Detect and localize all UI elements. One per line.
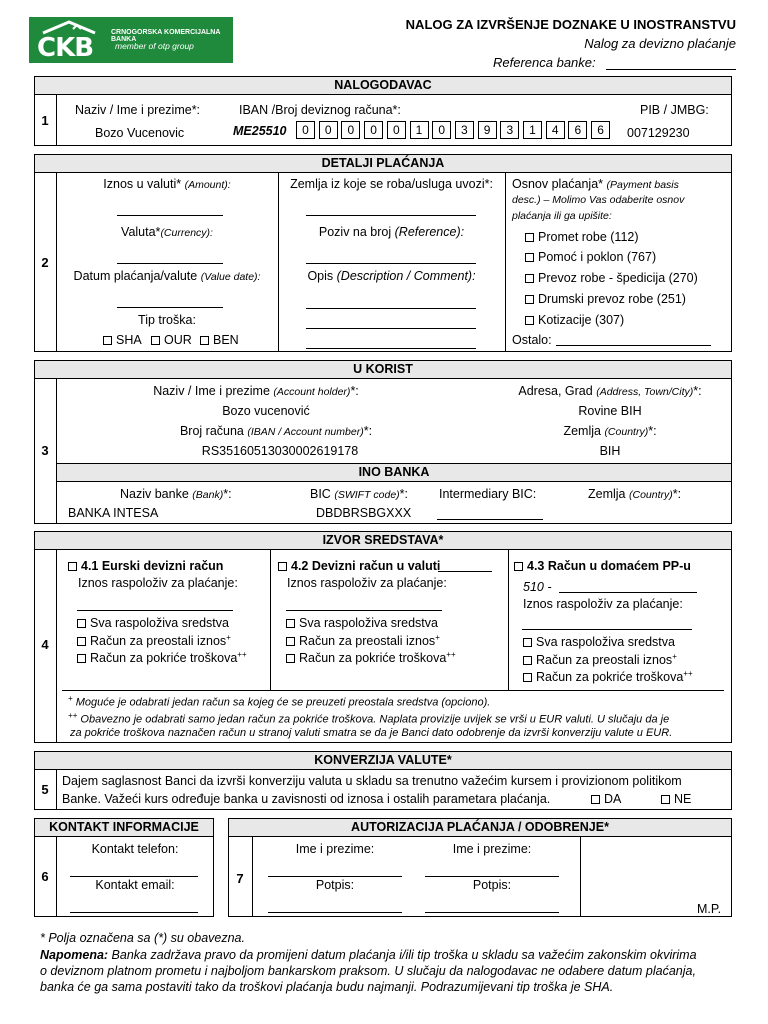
checkbox-icon (286, 637, 295, 646)
iban-digit: 0 (296, 121, 315, 139)
option-fee-account[interactable]: Račun za pokriće troškova++ (77, 650, 247, 665)
payment-basis-label: Osnov plaćanja* (Payment basis (512, 177, 679, 191)
payer-name-value[interactable]: Bozo Vucenovic (95, 126, 185, 140)
authorizer-1-name-label: Ime i prezime: (295, 842, 375, 856)
checkbox-icon (525, 316, 534, 325)
section-4-header: IZVOR SREDSTAVA* (34, 531, 732, 550)
option-remaining-account[interactable]: Račun za preostali iznos+ (523, 652, 677, 667)
bank-reference-field[interactable] (606, 55, 736, 70)
section-4-number: 4 (41, 637, 49, 652)
section-5-header: KONVERZIJA VALUTE* (34, 751, 732, 770)
import-country-field[interactable] (306, 203, 476, 216)
bank-name-label: Naziv banke (Bank)*: (120, 487, 232, 501)
payer-iban-label: IBAN /Broj deviznog računa*: (239, 103, 401, 117)
iban-digit: 9 (478, 121, 497, 139)
section-7-header: AUTORIZACIJA PLAĆANJA / ODOBRENJE* (228, 818, 732, 837)
beneficiary-address-label: Adresa, Grad (Address, Town/City)*: (518, 384, 702, 398)
iban-digit: 6 (568, 121, 587, 139)
contact-email-field[interactable] (70, 900, 198, 913)
description-field-2[interactable] (306, 316, 476, 329)
domestic-account-field[interactable] (559, 580, 697, 593)
option-all-funds[interactable]: Sva raspoloživa sredstva (77, 616, 229, 630)
basis-option[interactable]: Pomoć i poklon (767) (525, 250, 656, 264)
checkbox-icon (514, 562, 523, 571)
section-1-header: NALOGODAVAC (34, 76, 732, 95)
beneficiary-country-value[interactable]: BIH (599, 444, 621, 458)
beneficiary-name-label: Naziv / Ime i prezime (Account holder)*: (153, 384, 359, 398)
iban-digit: 1 (523, 121, 542, 139)
iban-digit: 4 (546, 121, 565, 139)
checkbox-icon (151, 336, 160, 345)
section-7-number: 7 (236, 871, 244, 886)
fee-type-label: Tip troška: (138, 313, 196, 327)
checkbox-icon (77, 619, 86, 628)
authorizer-2-sign-field[interactable] (425, 900, 559, 913)
option-all-funds[interactable]: Sva raspoloživa sredstva (523, 635, 675, 649)
basis-option[interactable]: Kotizacije (307) (525, 313, 624, 327)
intermediary-bic-field[interactable] (437, 507, 543, 520)
iban-digit: 3 (455, 121, 474, 139)
bank-reference-label: Referenca banke: (493, 55, 596, 70)
bank-country-label: Zemlja (Country)*: (588, 487, 682, 501)
checkbox-icon (77, 637, 86, 646)
currency-field[interactable] (117, 251, 223, 264)
option-fee-account[interactable]: Račun za pokriće troškova++ (286, 650, 456, 665)
contact-phone-field[interactable] (70, 864, 198, 877)
checkbox-icon (68, 562, 77, 571)
authorizer-1-sign-field[interactable] (268, 900, 402, 913)
checkbox-icon (286, 654, 295, 663)
iban-digit: 0 (432, 121, 451, 139)
source-note-2: ++ Obavezno je odabrati samo jedan račun za pokriće troškova. Naplata provizije uvijek se vrši u EUR valuti. U slučaju da je (68, 711, 670, 726)
bank-name-value[interactable]: BANKA INTESA (68, 506, 159, 520)
available-amount-label: Iznos raspoloživ za plaćanje: (287, 576, 447, 590)
option-fee-account[interactable]: Račun za pokriće troškova++ (523, 669, 693, 684)
beneficiary-address-value[interactable]: Rovine BIH (578, 404, 642, 418)
reference-label: Poziv na broj (Reference): (318, 225, 465, 239)
authorizer-1-sign-label: Potpis: (315, 878, 355, 892)
conversion-no[interactable]: NE (661, 792, 691, 806)
checkbox-icon (591, 795, 600, 804)
iban-digit: 6 (591, 121, 610, 139)
section-2-header: DETALJI PLAĆANJA (34, 154, 732, 173)
value-date-label: Datum plaćanja/valute (Value date): (73, 269, 261, 283)
checkbox-icon (523, 638, 532, 647)
iban-digit: 0 (364, 121, 383, 139)
contact-phone-label: Kontakt telefon: (91, 842, 179, 856)
available-amount-label: Iznos raspoloživ za plaćanje: (523, 597, 683, 611)
fee-option-sha[interactable]: SHA (103, 333, 142, 347)
beneficiary-name-value[interactable]: Bozo vucenović (222, 404, 310, 418)
payer-name-label: Naziv / Ime i prezime*: (75, 103, 201, 117)
source-foreign-account[interactable]: 4.2 Devizni račun u valuti (278, 559, 440, 573)
currency-label: Valuta*(Currency): (121, 225, 213, 239)
checkbox-icon (103, 336, 112, 345)
option-all-funds[interactable]: Sva raspoloživa sredstva (286, 616, 438, 630)
checkbox-icon (523, 656, 532, 665)
intermediary-bic-label: Intermediary BIC: (439, 487, 537, 501)
section-6-number: 6 (41, 869, 49, 884)
bank-logo (29, 17, 233, 63)
authorizer-1-name-field[interactable] (268, 864, 402, 877)
checkbox-icon (525, 274, 534, 283)
source-domestic-account[interactable]: 4.3 Račun u domaćem PP-u (514, 559, 691, 573)
source-note-3: za pokriće troškova naznačen račun u stranoj valuti smatra se da je Banci dato odobrenje da izvrši konverziju valute u EUR. (70, 727, 673, 739)
footer-note-2: o deviznom platnom prometu i najboljom bankarskom praksom. U slučaju da nalogodavac ne odabere datum plaćanja, (40, 964, 696, 978)
required-note: * Polja označena sa (*) su obavezna. (40, 931, 245, 945)
conversion-yes[interactable]: DA (591, 792, 621, 806)
footer-note-3: banka će ga sama postaviti tako da troškovi plaćanja budu najmanji. Podrazumijevani tip troška je SHA. (40, 980, 614, 994)
basis-option[interactable]: Prevoz robe - špedicija (270) (525, 271, 698, 285)
description-field-3[interactable] (306, 336, 476, 349)
payer-pib-value[interactable]: 007129230 (627, 126, 690, 140)
payment-basis-note-2: plaćanja ili ga upišite: (512, 210, 612, 222)
fee-option-our[interactable]: OUR (151, 333, 192, 347)
foreign-bank-header: INO BANKA (56, 463, 732, 482)
iban-digit: 0 (319, 121, 338, 139)
available-amount-field[interactable] (522, 617, 692, 630)
authorizer-2-sign-label: Potpis: (472, 878, 512, 892)
section-2-number: 2 (41, 255, 49, 270)
contact-email-label: Kontakt email: (95, 878, 175, 892)
footer-note-1: Napomena: Banka zadržava pravo da promijeni datum plaćanja i/ili tip troška u skladu sa važećim zakonskim okvirima (40, 948, 697, 962)
basis-other-label: Ostalo: (512, 333, 552, 347)
description-label: Opis (Description / Comment): (307, 269, 476, 283)
bic-label: BIC (SWIFT code)*: (310, 487, 409, 501)
beneficiary-country-label: Zemlja (Country)*: (563, 424, 657, 438)
checkbox-icon (661, 795, 670, 804)
available-amount-label: Iznos raspoloživ za plaćanje: (78, 576, 238, 590)
stamp-label: M.P. (697, 902, 722, 916)
logo-member: member of otp group (115, 41, 194, 51)
amount-label: Iznos u valuti* (Amount): (103, 177, 231, 191)
checkbox-icon (77, 654, 86, 663)
checkbox-icon (525, 253, 534, 262)
checkbox-icon (525, 233, 534, 242)
available-amount-field[interactable] (286, 598, 442, 611)
source-euro-account[interactable]: 4.1 Eurski devizni račun (68, 559, 223, 573)
conversion-text-2: Banke. Važeći kurs određuje banka u zavisnosti od iznosa i ostalih parametara plaćanja. (62, 792, 551, 806)
section-6-header: KONTAKT INFORMACIJE (34, 818, 214, 837)
checkbox-icon (525, 295, 534, 304)
import-country-label: Zemlja iz koje se roba/usluga uvozi*: (290, 177, 493, 191)
iban-digit: 0 (387, 121, 406, 139)
payer-pib-label: PIB / JMBG: (640, 103, 709, 117)
fee-option-ben[interactable]: BEN (200, 333, 239, 347)
logo-bank-name: CRNOGORSKA KOMERCIJALNA BANKA (111, 29, 221, 43)
basis-other-field[interactable] (556, 333, 711, 346)
payer-iban-digits[interactable] (296, 121, 616, 139)
option-remaining-account[interactable]: Račun za preostali iznos+ (77, 633, 231, 648)
foreign-currency-field[interactable] (438, 559, 492, 572)
value-date-field[interactable] (117, 295, 223, 308)
checkbox-icon (286, 619, 295, 628)
authorizer-2-name-label: Ime i prezime: (452, 842, 532, 856)
iban-digit: 1 (410, 121, 429, 139)
section-3-number: 3 (41, 443, 49, 458)
domestic-account-prefix: 510 - (523, 580, 552, 594)
basis-option[interactable]: Promet robe (112) (525, 230, 639, 244)
section-5-number: 5 (41, 782, 49, 797)
iban-digit: 3 (500, 121, 519, 139)
form-title: NALOG ZA IZVRŠENJE DOZNAKE U INOSTRANSTVU (405, 17, 736, 32)
basis-option[interactable]: Drumski prevoz robe (251) (525, 292, 686, 306)
available-amount-field[interactable] (77, 598, 233, 611)
bic-value[interactable]: DBDBRSBGXXX (316, 506, 412, 520)
payment-basis-note-1: desc.) – Molimo Vas odaberite osnov (512, 194, 685, 206)
reference-field[interactable] (306, 251, 476, 264)
section-1-number: 1 (41, 113, 49, 128)
section-3-header: U KORIST (34, 360, 732, 379)
amount-field[interactable] (117, 203, 223, 216)
source-note-1: + Moguće je odabrati jedan račun sa kojeg će se preuzeti preostala sredstva (opciono). (68, 694, 491, 709)
logo-brand: CKB (37, 33, 94, 63)
checkbox-icon (200, 336, 209, 345)
checkbox-icon (523, 673, 532, 682)
description-field-1[interactable] (306, 296, 476, 309)
form-subtitle: Nalog za devizno plaćanje (584, 36, 736, 51)
authorizer-2-name-field[interactable] (425, 864, 559, 877)
payer-iban-prefix[interactable]: ME25510 (233, 124, 287, 138)
beneficiary-account-value[interactable]: RS35160513030002619178 (201, 444, 359, 458)
iban-digit: 0 (341, 121, 360, 139)
checkbox-icon (278, 562, 287, 571)
conversion-text-1: Dajem saglasnost Banci da izvrši konverziju valuta u skladu sa trenutno važećim kursem i provizionom politikom (62, 774, 682, 788)
beneficiary-account-label: Broj računa (IBAN / Account number)*: (179, 424, 373, 438)
option-remaining-account[interactable]: Račun za preostali iznos+ (286, 633, 440, 648)
